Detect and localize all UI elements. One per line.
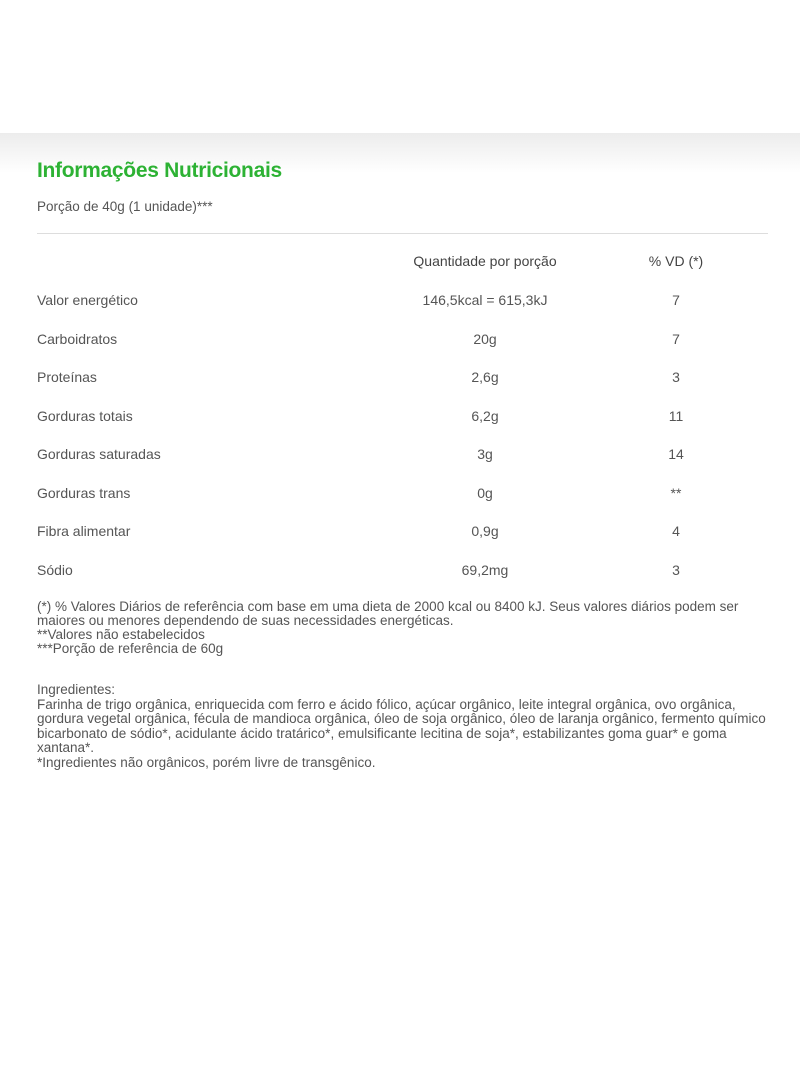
nutrient-name: Carboidratos bbox=[37, 330, 118, 347]
divider bbox=[37, 233, 768, 234]
nutrient-vd: 3 bbox=[672, 369, 680, 385]
nutrient-vd: 7 bbox=[672, 330, 680, 347]
nutrient-name: Gorduras trans bbox=[37, 484, 131, 501]
table-row bbox=[0, 446, 800, 466]
nutrient-name: Gorduras saturadas bbox=[37, 446, 161, 462]
section-title: Informações Nutricionais bbox=[37, 159, 282, 182]
nutrient-quantity: 3g bbox=[477, 446, 493, 462]
footnote-not-established: **Valores não estabelecidos bbox=[37, 627, 205, 642]
footnote-reference-portion: ***Porção de referência de 60g bbox=[37, 641, 224, 656]
nutrient-name: Fibra alimentar bbox=[37, 523, 131, 539]
table-row bbox=[0, 331, 800, 351]
table-row bbox=[0, 292, 800, 312]
ingredients-text: Farinha de trigo orgânica, enriquecida com ferro e ácido fólico, açúcar orgânico, leite integral orgânica, ovo orgânica, gordura vegetal orgânica, fécula de mandioca orgânica, óleo de soja orgânico, óleo de laranja orgânico, fermento químico bicarbonato de sódio*, acidulante ácido tratárico*, emulsificante lecitina de soja*, estabilizantes goma guar* e goma xantana*. bbox=[37, 696, 766, 755]
ingredients-footnote: *Ingredientes não orgânicos, porém livre de transgênico. bbox=[37, 754, 376, 770]
ingredients-label: Ingredientes: bbox=[37, 682, 116, 697]
nutrient-quantity: 69,2mg bbox=[461, 561, 509, 578]
nutrient-name: Proteínas bbox=[37, 369, 97, 385]
column-header-quantity: Quantidade por porção bbox=[413, 253, 557, 269]
nutrient-name: Gorduras totais bbox=[37, 407, 133, 424]
nutrient-name: Sódio bbox=[37, 561, 73, 578]
nutrient-vd: 7 bbox=[672, 292, 680, 308]
column-header-vd: % VD (*) bbox=[648, 253, 704, 269]
table-row bbox=[0, 408, 800, 428]
nutrient-vd: ** bbox=[670, 484, 682, 501]
table-row bbox=[0, 562, 800, 582]
nutrient-quantity: 0g bbox=[477, 484, 493, 501]
nutrient-vd: 4 bbox=[672, 523, 680, 539]
nutrient-quantity: 0,9g bbox=[471, 523, 499, 539]
nutrient-quantity: 2,6g bbox=[471, 369, 499, 385]
nutrient-quantity: 6,2g bbox=[471, 407, 499, 424]
nutrient-vd: 3 bbox=[672, 561, 680, 578]
nutrient-quantity: 20g bbox=[473, 330, 497, 347]
nutrient-quantity: 146,5kcal = 615,3kJ bbox=[422, 292, 548, 308]
portion-size: Porção de 40g (1 unidade)*** bbox=[37, 199, 213, 214]
nutrient-name: Valor energético bbox=[37, 292, 138, 308]
table-row bbox=[0, 485, 800, 505]
ingredients bbox=[37, 683, 777, 770]
footnote-vd: (*) % Valores Diários de referência com base em uma dieta de 2000 kcal ou 8400 kJ. Seus valores diários podem ser maiores ou menores dependendo de suas necessidades energéticas. bbox=[37, 599, 739, 628]
table-row bbox=[0, 369, 800, 389]
table-row bbox=[0, 523, 800, 543]
footnotes bbox=[37, 600, 777, 656]
nutrient-vd: 14 bbox=[668, 446, 684, 462]
nutrient-vd: 11 bbox=[668, 407, 684, 424]
